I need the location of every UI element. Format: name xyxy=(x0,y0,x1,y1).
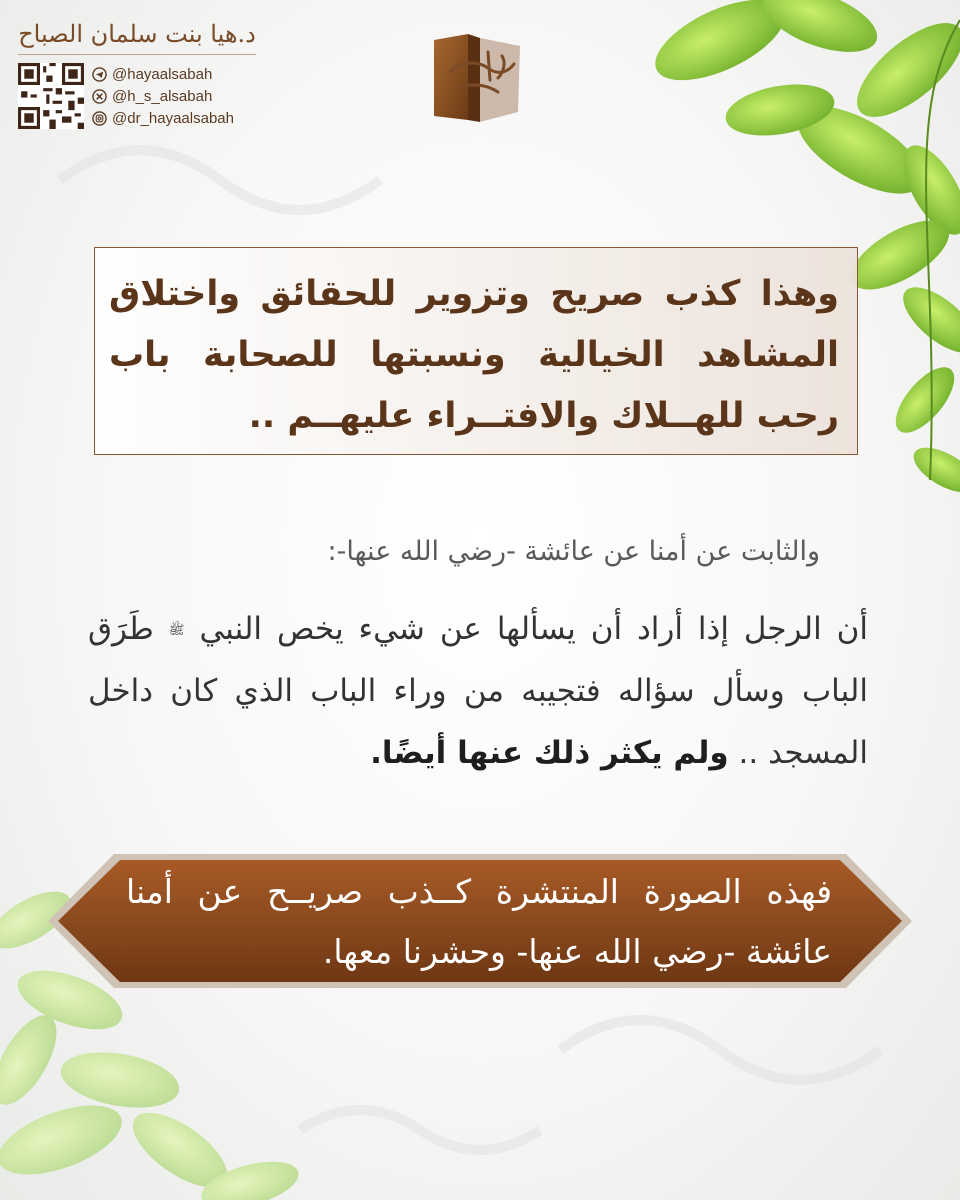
instagram-link[interactable] xyxy=(92,107,234,129)
telegram-link[interactable] xyxy=(92,63,234,85)
author-header xyxy=(12,20,262,129)
social-handles xyxy=(92,63,234,129)
salawat-symbol: ﷺ xyxy=(168,623,185,638)
paragraph-emphasis: ولم يكثر ذلك عنها أيضًا. xyxy=(370,735,729,771)
instagram-handle: @dr_hayaalsabah xyxy=(112,109,234,127)
statement-text: وهذا كذب صريح وتزوير للحقائق واختلاق المشاهد الخيالية ونسبتها للصحابة باب رحب للهــلاك والافتــراء عليهــم .. xyxy=(109,274,839,436)
social-row xyxy=(12,63,262,129)
conclusion-banner xyxy=(40,846,920,996)
x-link[interactable] xyxy=(92,85,234,107)
statement-box xyxy=(94,247,858,455)
paragraph-part-2: طَرَق الباب وسأل سؤاله فتجيبه من وراء الباب الذي كان داخل المسجد .. xyxy=(88,611,868,771)
conclusion-text: فهذه الصورة المنتشرة كــذب صريــح عن أمنا عائشة -رضي الله عنها- وحشرنا معها. xyxy=(126,872,832,971)
telegram-icon xyxy=(92,67,107,82)
qr-code-icon[interactable] xyxy=(18,63,84,129)
intro-line: والثابت عن أمنا عن عائشة -رضي الله عنها-: xyxy=(327,536,820,567)
instagram-icon xyxy=(92,111,107,126)
x-handle: @h_s_alsabah xyxy=(112,87,213,105)
logo-book-icon xyxy=(428,32,524,122)
signature: د.هيا بنت سلمان الصباح xyxy=(18,20,256,48)
paragraph-part-1: أن الرجل إذا أراد أن يسألها عن شيء يخص النبي xyxy=(199,611,868,647)
x-icon xyxy=(92,89,107,104)
telegram-handle: @hayaalsabah xyxy=(112,65,213,83)
signature-divider xyxy=(18,54,256,55)
main-paragraph xyxy=(88,598,868,784)
